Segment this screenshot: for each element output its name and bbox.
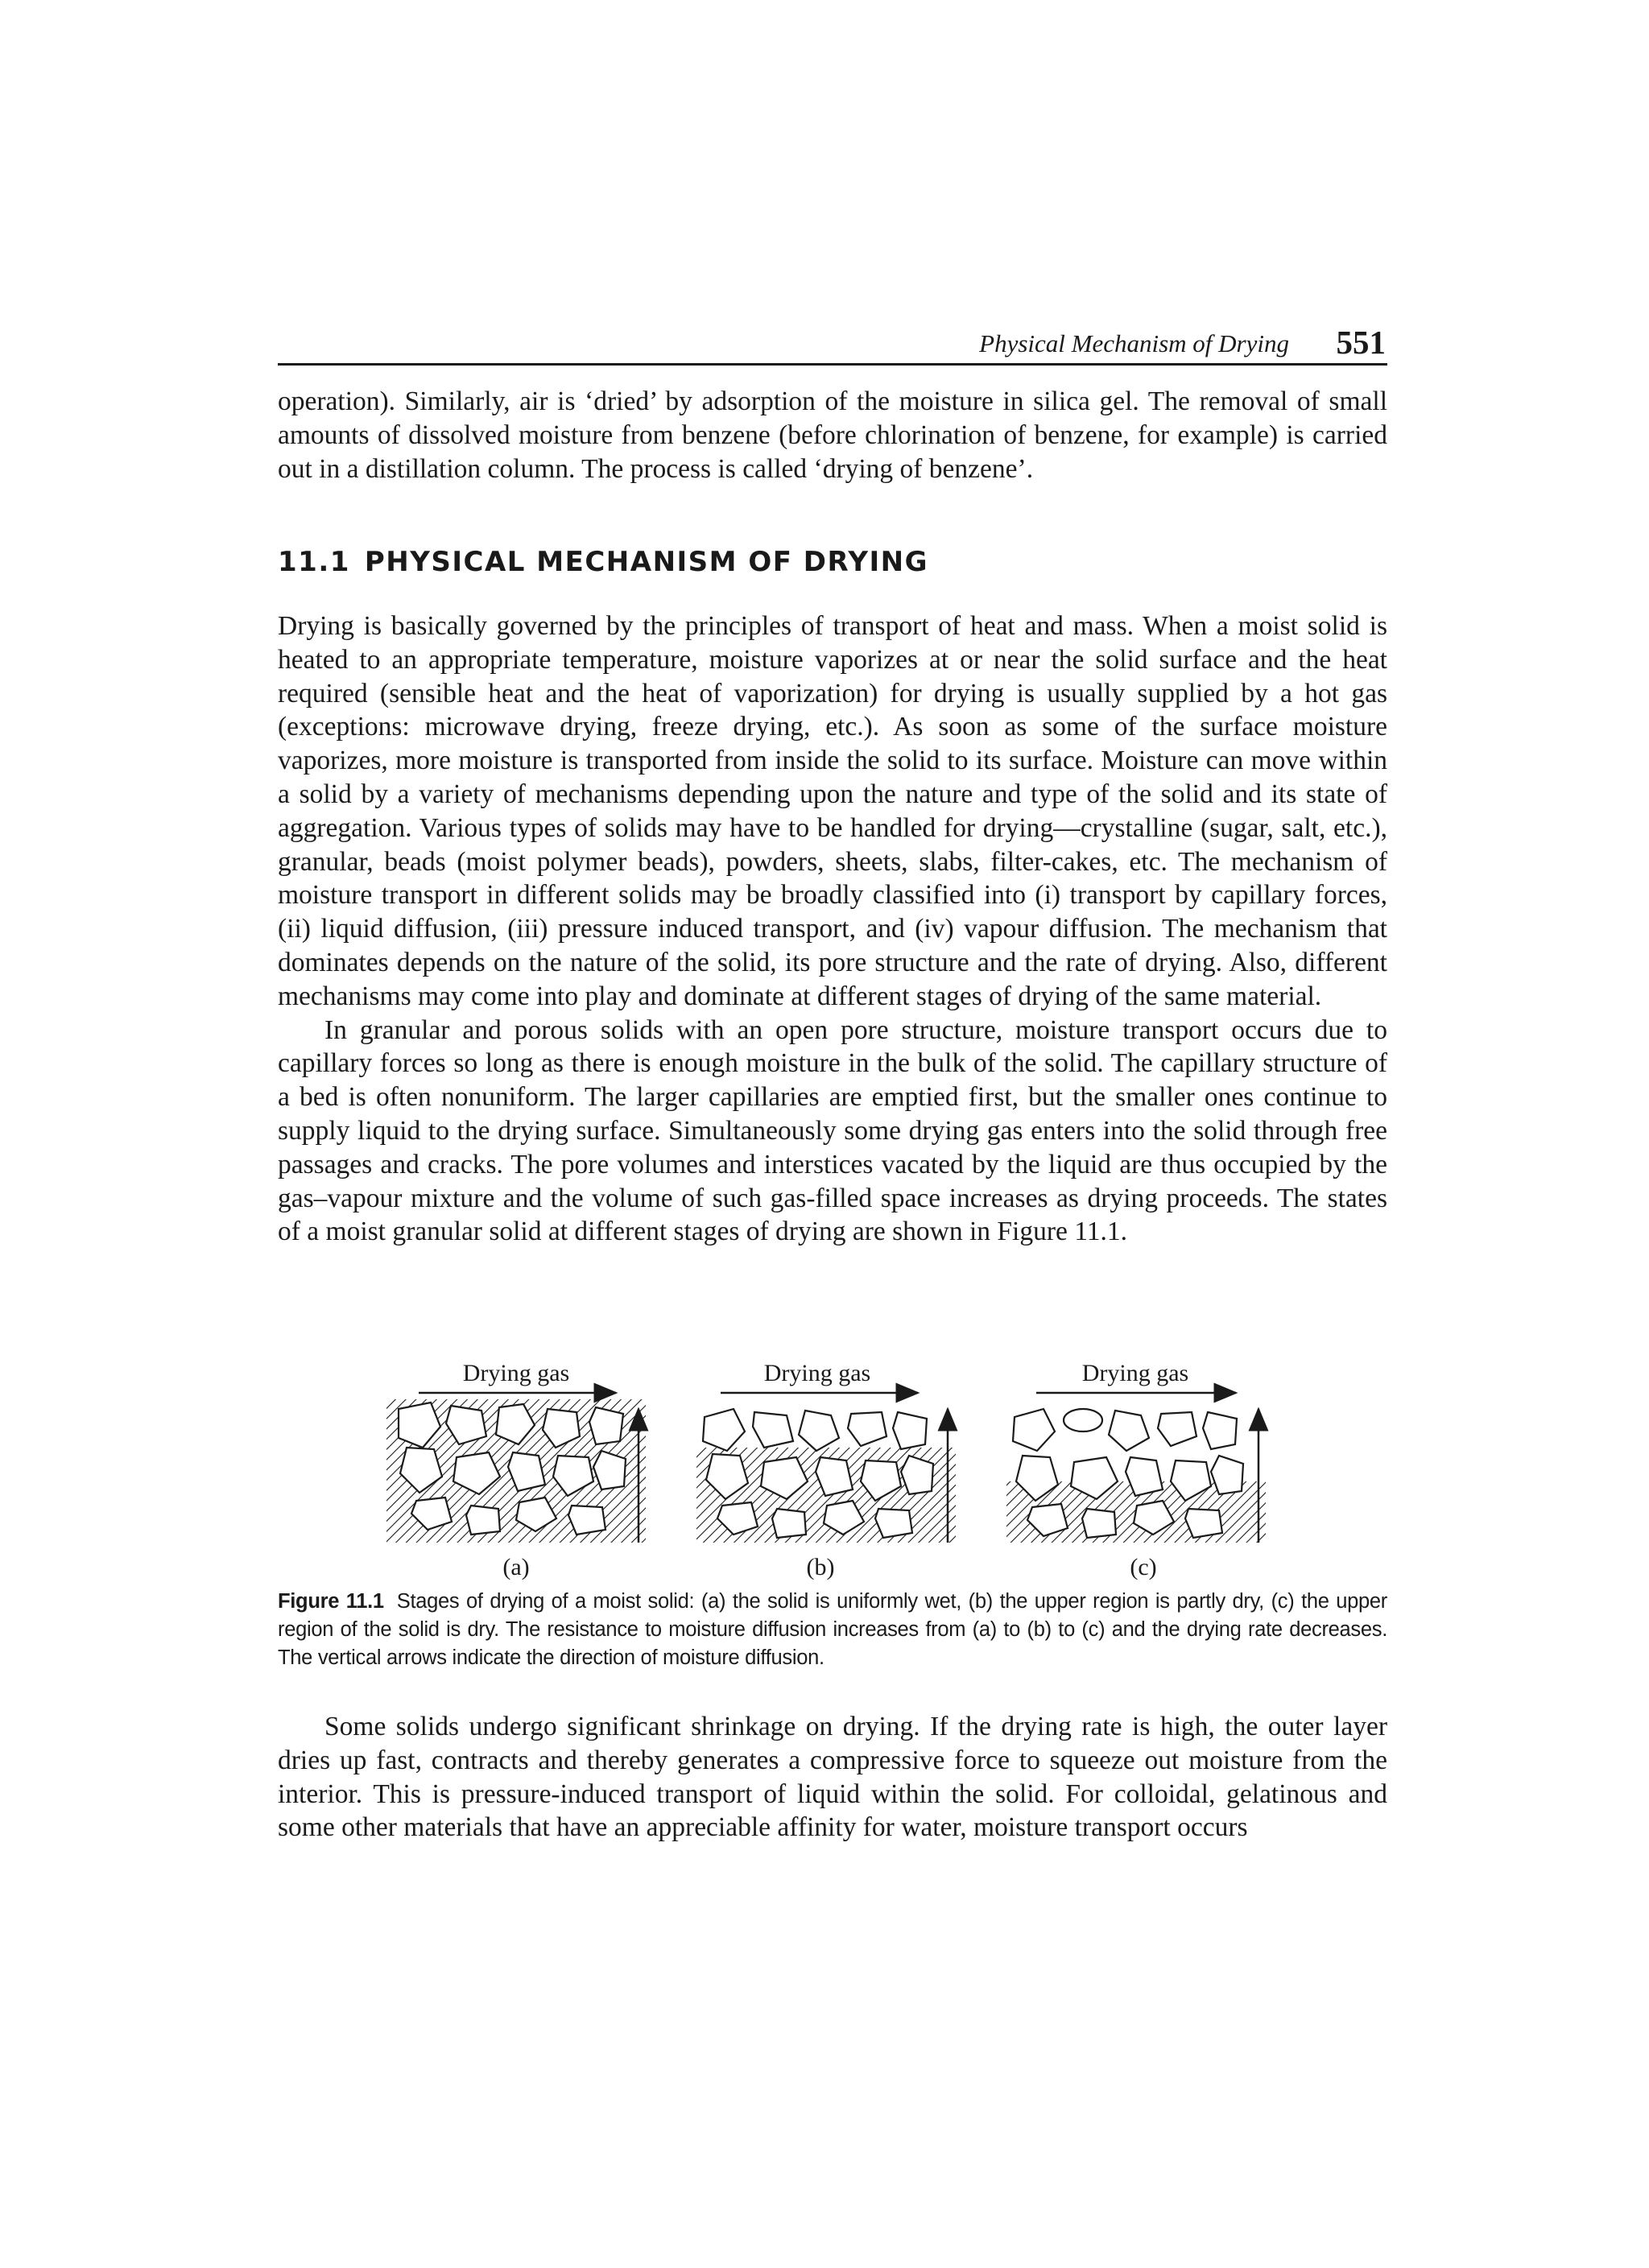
caption-text: Stages of drying of a moist solid: (a) the solid is uniformly wet, (b) the upper region is partly dry, (c) the upper region of the solid is dry. The resistance to moisture diffusion increases from (a) to (b) to (c) and the drying rate decreases. The vertical arrows indicate the direction of moisture diffusion. (278, 1590, 1387, 1669)
paragraph-1: Drying is basically governed by the principles of transport of heat and mass. When a moist solid is heated to an appropriate temperature, moisture vaporizes at or near the solid surface and the heat required (sensible heat and the heat of vaporization) for drying is usually supplied by a hot gas (exceptions: microwave drying, freeze drying, etc.). As soon as some of the surface moisture vaporizes, more moisture is transported from inside the solid to its surface. Moisture can move within a solid by a variety of mechanisms depending upon the nature and type of the solid and its state of aggregation. Various types of solids may have to be handled for drying—crystalline (sugar, salt, etc.), granular, beads (moist polymer beads), powders, sheets, slabs, filter-cakes, etc. The mechanism of moisture transport in different solids may be broadly classified into (i) transport by capillary forces, (ii) liquid diffusion, (iii) pressure induced transport, and (iv) vapour diffusion. The mechanism that dominates depends on the nature of the solid, its pore structure and the rate of drying. Also, different mechanisms may come into play and dominate at different stages of drying of the same material. (278, 611, 1387, 1011)
figure-panel-c (1006, 1393, 1266, 1543)
intro-paragraph: operation). Similarly, air is ‘dried’ by adsorption of the moisture in silica gel. The removal of small amounts of dissolved moisture from benzene (before chlorination of benzene, for example) is carried out in a distillation column. The process is called ‘drying of benzene’. (278, 386, 1387, 484)
figure-11-1 (278, 1353, 1387, 1582)
panel-label-c: (c) (1130, 1554, 1157, 1580)
figure-drawing (278, 1353, 1387, 1582)
running-header (278, 318, 1387, 366)
panel-label-a: (a) (502, 1554, 530, 1580)
figure-caption (278, 1588, 1387, 1672)
gas-label-b: Drying gas (763, 1360, 871, 1386)
figure-panel-b (696, 1393, 956, 1543)
section-heading (278, 546, 1387, 578)
section-number: 11.1 (278, 546, 350, 578)
closing-text-block (278, 1710, 1387, 1845)
page-number: 551 (1336, 324, 1386, 361)
section-title: PHYSICAL MECHANISM OF DRYING (364, 546, 928, 578)
intro-paragraph-block (278, 385, 1387, 485)
gas-label-a: Drying gas (462, 1360, 570, 1386)
gas-label-c: Drying gas (1081, 1360, 1189, 1386)
paragraph-3: Some solids undergo significant shrinkage on drying. If the drying rate is high, the outer layer dries up fast, contracts and thereby generates a compressive force to squeeze out moisture from the interior. This is pressure-induced transport of liquid within the solid. For colloidal, gelatinous and some other materials that have an appreciable affinity for water, moisture transport occurs (278, 1712, 1387, 1843)
paragraph-2: In granular and porous solids with an open pore structure, moisture transport occurs due to capillary forces so long as there is enough moisture in the bulk of the solid. The capillary structure of a bed is often nonuniform. The larger capillaries are emptied first, but the smaller ones continue to supply liquid to the drying surface. Simultaneously some drying gas enters into the solid through free passages and cracks. The pore volumes and interstices vacated by the liquid are thus occupied by the gas–vapour mixture and the volume of such gas-filled space increases as drying proceeds. The states of a moist granular solid at different stages of drying are shown in Figure 11.1. (278, 1014, 1387, 1247)
figure-panel-a (386, 1393, 646, 1543)
caption-label: Figure 11.1 (278, 1590, 384, 1613)
main-text-block (278, 609, 1387, 1249)
running-title: Physical Mechanism of Drying (979, 329, 1289, 357)
panel-label-b: (b) (806, 1554, 835, 1580)
